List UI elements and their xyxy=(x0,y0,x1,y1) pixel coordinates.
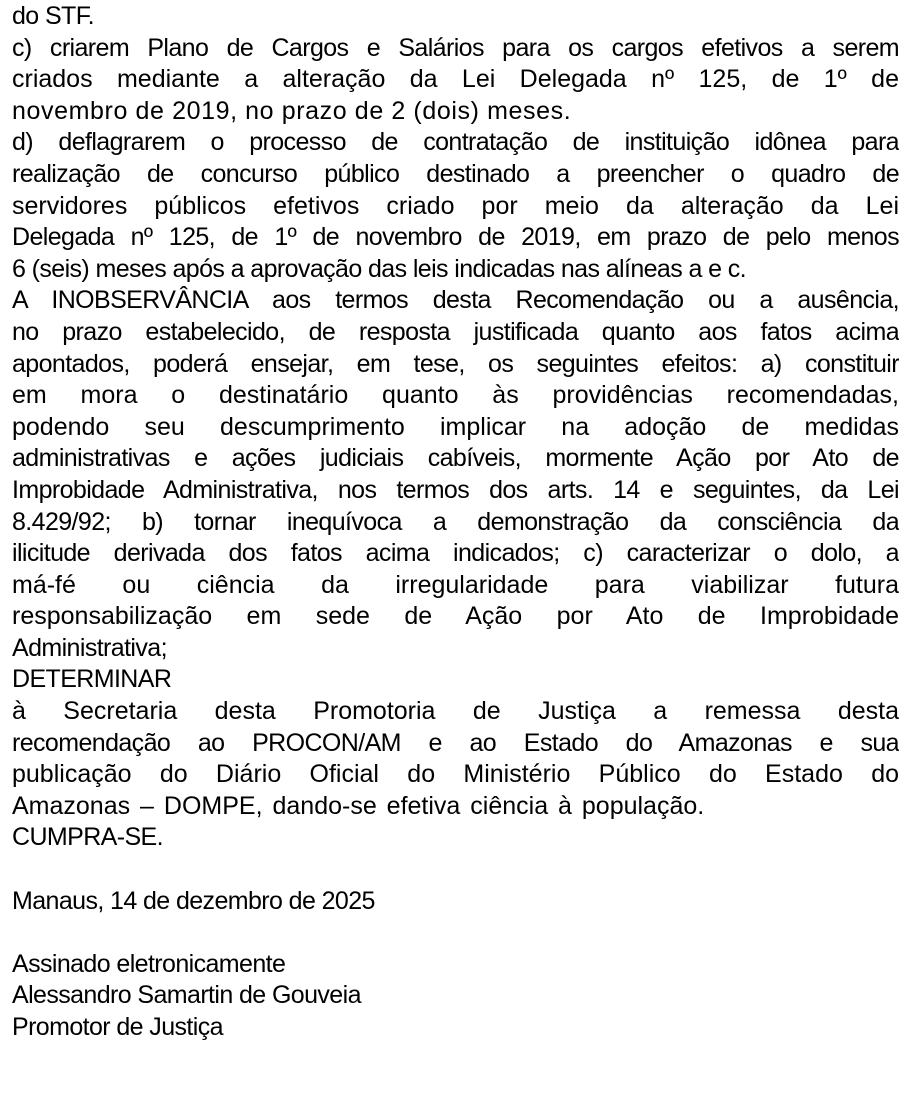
text-line: A INOBSERVÂNCIA aos termos desta Recomendação ou a ausência, xyxy=(12,286,899,315)
place-date: Manaus, 14 de dezembro de 2025 xyxy=(12,886,375,915)
text-line: apontados, poderá ensejar, em tese, os seguintes efeitos: a) constituir xyxy=(12,349,899,378)
text-line: recomendação ao PROCON/AM e ao Estado do Amazonas e sua xyxy=(12,728,899,757)
text-line: Improbidade Administrativa, nos termos dos arts. 14 e seguintes, da Lei xyxy=(12,475,899,504)
closing-cumpra-se: CUMPRA-SE. xyxy=(12,823,163,852)
spacer xyxy=(12,917,899,949)
text-line: administrativas e ações judiciais cabíveis, mormente Ação por Ato de xyxy=(12,444,899,473)
text-line: responsabilização em sede de Ação por Ato de Improbidade xyxy=(12,602,899,631)
text-line: má-fé ou ciência da irregularidade para viabilizar futura xyxy=(12,570,899,599)
text-line: 8.429/92; b) tornar inequívoca a demonstração da consciência da xyxy=(12,507,899,536)
section-heading-determinar: DETERMINAR xyxy=(12,665,172,694)
text-line: podendo seu descumprimento implicar na adoção de medidas xyxy=(12,412,899,441)
text-line: c) criarem Plano de Cargos e Salários para os cargos efetivos a serem xyxy=(12,33,899,62)
text-line: 6 (seis) meses após a aprovação das leis indicadas nas alíneas a e c. xyxy=(12,254,747,283)
text-line: realização de concurso público destinado a preencher o quadro de xyxy=(12,159,899,188)
text-line: do STF. xyxy=(12,2,94,30)
text-line: Amazonas – DOMPE, dando-se efetiva ciência à população. xyxy=(12,791,705,820)
text-line: Delegada nº 125, de 1º de novembro de 2019, em prazo de pelo menos xyxy=(12,223,899,252)
text-line: ilicitude derivada dos fatos acima indicados; c) caracterizar o dolo, a xyxy=(12,539,899,568)
signer-name: Alessandro Samartin de Gouveia xyxy=(12,981,361,1010)
text-line: publicação do Diário Oficial do Ministério Público do Estado do xyxy=(12,760,899,789)
document-body xyxy=(12,1,899,1044)
text-line: d) deflagrarem o processo de contratação de instituição idônea para xyxy=(12,128,899,157)
text-line: novembro de 2019, no prazo de 2 (dois) meses. xyxy=(12,96,572,125)
text-line: servidores públicos efetivos criado por meio da alteração da Lei xyxy=(12,191,899,220)
spacer xyxy=(12,854,899,886)
signer-title: Promotor de Justiça xyxy=(12,1013,223,1041)
signature-note: Assinado eletronicamente xyxy=(12,949,286,978)
text-line: Administrativa; xyxy=(12,633,167,662)
text-line: em mora o destinatário quanto às providências recomendadas, xyxy=(12,381,899,410)
text-line: criados mediante a alteração da Lei Delegada nº 125, de 1º de xyxy=(12,65,899,94)
text-line: no prazo estabelecido, de resposta justificada quanto aos fatos acima xyxy=(12,317,899,346)
text-line: à Secretaria desta Promotoria de Justiça a remessa desta xyxy=(12,697,899,726)
